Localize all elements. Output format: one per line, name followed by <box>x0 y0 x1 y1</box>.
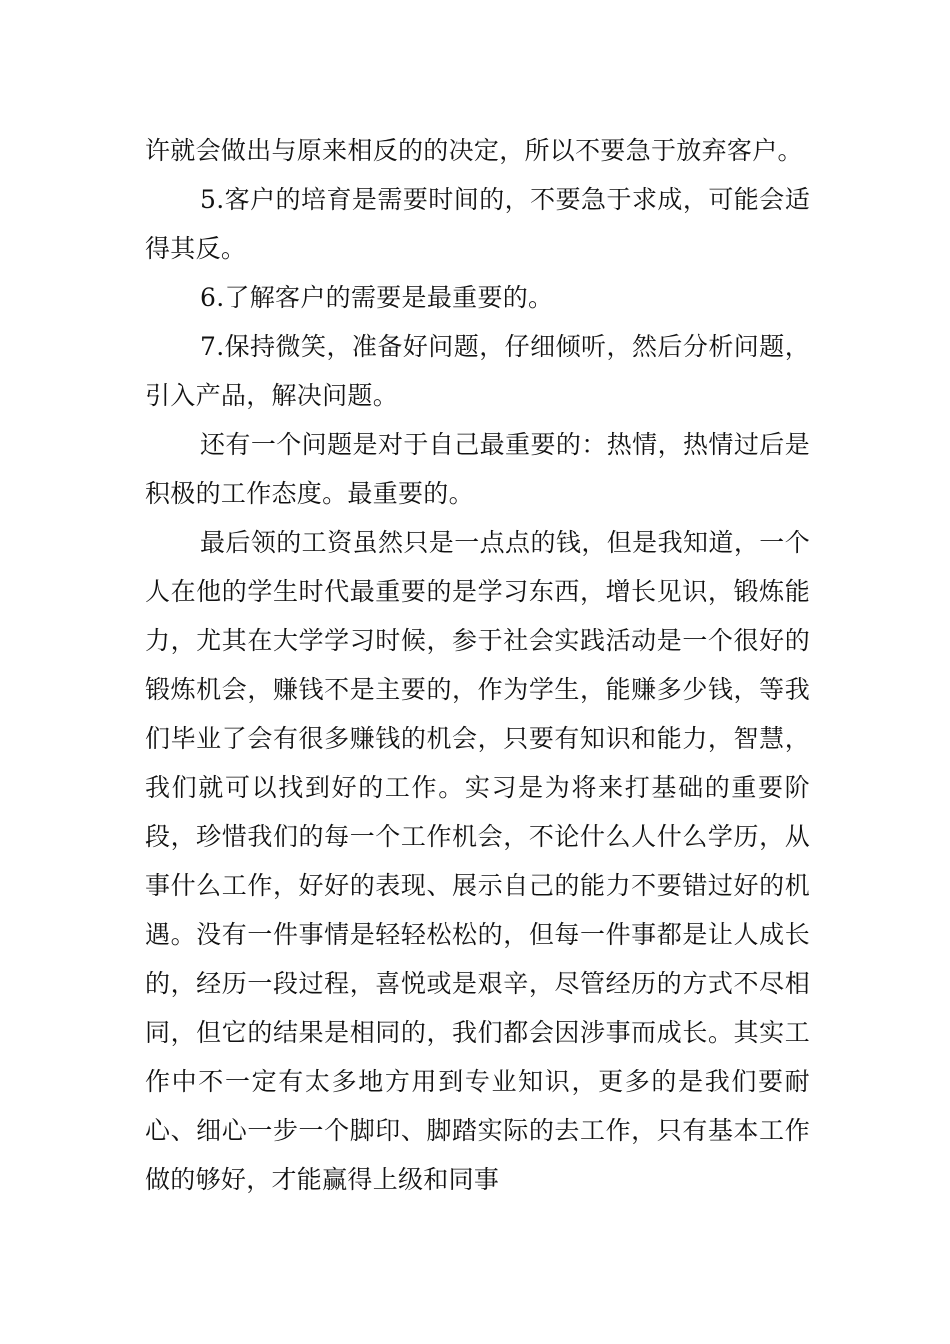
paragraph-continuation: 许就会做出与原来相反的的决定，所以不要急于放弃客户。 <box>145 136 803 165</box>
document-body <box>145 126 810 1204</box>
paragraph-enthusiasm: 还有一个问题是对于自己最重要的：热情，热情过后是积极的工作态度。最重要的。 <box>145 430 810 508</box>
paragraph-reflection: 最后领的工资虽然只是一点点的钱，但是我知道，一个人在他的学生时代最重要的是学习东西，增长见识，锻炼能力，尤其在大学学习时候，参于社会实践活动是一个很好的锻炼机会，赚钱不是主要的，作为学生，能赚多少钱，等我们毕业了会有很多赚钱的机会，只要有知识和能力，智慧，我们就可以找到好的工作。实习是为将来打基础的重要阶段，珍惜我们的每一个工作机会，不论什么人什么学历，从事什么工作，好好的表现、展示自己的能力不要错过好的机遇。没有一件事情是轻轻松松的，但每一件事都是让人成长的，经历一段过程，喜悦或是艰辛，尽管经历的方式不尽相同，但它的结果是相同的，我们都会因涉事而成长。其实工作中不一定有太多地方用到专业知识，更多的是我们要耐心、细心一步一个脚印、脚踏实际的去工作，只有基本工作做的够好，才能赢得上级和同事 <box>145 528 810 1194</box>
paragraph-tip-6: 6.了解客户的需要是最重要的。 <box>200 283 554 312</box>
paragraph-tip-5: 5.客户的培育是需要时间的，不要急于求成，可能会适得其反。 <box>145 185 810 263</box>
paragraph-tip-7: 7.保持微笑，准备好问题，仔细倾听，然后分析问题，引入产品，解决问题。 <box>145 332 810 410</box>
